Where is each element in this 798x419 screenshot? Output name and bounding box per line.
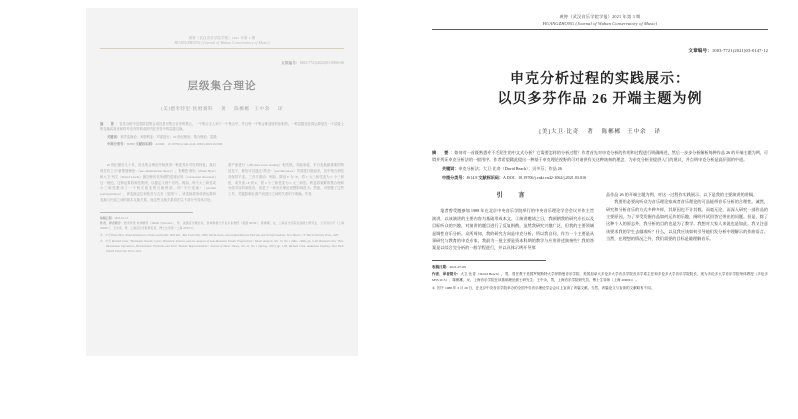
- author-bio-label: 作者、译者简介：: [100, 221, 124, 226]
- classification-right: [432, 174, 768, 181]
- classification-label: 中图分类号：: [107, 141, 127, 146]
- author-bio-text: 大卫·比奇（David Beach），男，曾任教于美国罗彻斯特大学伊斯曼音乐学院、美国加拿大多伦多大学音乐学院音乐学系主任和多伦多大学音乐学院院长，现为多伦多大学音乐学院荣休教授（多伦多 M5S 2C5）；陈郴郴，女，上海音乐学院在读基础理论硕士研究生；王中余，男，上海音乐学院研究员，博士生导师（上海 200031）。: [432, 272, 768, 283]
- body-column-2: [228, 163, 344, 203]
- doi-label: DOI：: [158, 141, 168, 146]
- keywords-label: 关键词：: [107, 134, 121, 139]
- footnote-item: [432, 285, 768, 291]
- document-page-right[interactable]: [414, 4, 786, 404]
- page-title-line-1: 申克分析过程的实践展示：: [510, 72, 690, 88]
- metadata-block-right: [432, 149, 768, 181]
- running-head-chinese: 黄钟（武汉音乐学院学报）2021 年第 3 期: [559, 14, 641, 19]
- keywords-label: 关键词：: [442, 165, 459, 171]
- body-paragraph: 滑产而进行（efficient voice leading）相关联。对能单道，平行变换最重要的特征在于，都恰可以通过“滑音”（parsimonious）声部进行联起来，其中相当和弦音保持不变。三音半滑动：例如，降低 E 为 ♭E，将 C 大三和弦变为 C 小三和弦，或升高 ♭E 到 E，将 C 小三和弦变为 C 大三和弦。利息将频繁的集合理和为弦对应的和弦音，但是了一场音乐理论视整影响很少。然而，可管搬了这些工作，关键影响在滑产而进行之间的关系的不明确。毕竟: [228, 163, 344, 196]
- keywords-left: [100, 135, 344, 140]
- received-date-value: 2022-01-13: [114, 215, 128, 220]
- article-number-label: 文章编号：: [281, 61, 300, 66]
- document-page-left[interactable]: [86, 8, 358, 356]
- footnote-marker: ①: [432, 286, 436, 291]
- received-date-right: [432, 264, 768, 270]
- author-name: [美]德米特里·狄姆赛科: [161, 106, 214, 111]
- document-code-value: A: [502, 174, 506, 180]
- running-head-rule: [100, 48, 344, 49]
- classification-label: 中图分类号：: [442, 174, 467, 180]
- received-date-value: 2021-07-09: [449, 264, 466, 269]
- footnote-text: 参见 Richard Cohn, "Maximally Smooth Cycles, Hexatonic Systems, and the Analysis of Late-Romantic Triadic Progressions", Music Analysis, Vol. 15, No. 1 (Mar., 1996), pp. 9-40; Richard Cohn, "Neo-Riemannian Operations, Parsimonious Trichords, and Their 'Tonnetz' Representations", Journal of Music Theory, Vol. 41, No. 1 (Spring, 1997), pp. 1-66; Richard Cohn, Audacious Euphony, New York: Oxford University Press, 2012.: [104, 239, 344, 254]
- metadata-block-left: [100, 122, 344, 147]
- classification-value: J6099: [126, 141, 135, 146]
- abstract-text: ：音乐分析中近零阶层集合成员是可集合音序的集合，一个集合走入到下一个集合中，并且每一个集合都适度的如相邻。一种层级变化的运算是在一个层级上的变换或高音和符号音音符构成的内在音符中的层级互换。: [100, 122, 345, 132]
- page-title-line-2: 以贝多芬作品 26 开端主题为例: [497, 92, 703, 108]
- footnote-item: [100, 233, 344, 238]
- document-code-label: 文献标识码：: [135, 141, 156, 146]
- running-head-english: HUANGZHONG (Journal of Wuhan Conservatory of Music): [174, 41, 270, 46]
- section-heading: 引 言: [496, 192, 530, 199]
- author-bio-right: [432, 271, 768, 284]
- body-column-1: [432, 191, 594, 252]
- byline-left: [100, 106, 344, 112]
- body-column-2: [606, 191, 768, 252]
- footnote-rule-right: [432, 260, 546, 261]
- body-columns-right: [432, 191, 768, 252]
- translator-names: 陈郴郴 王中余: [601, 128, 647, 135]
- abstract-label: 摘 要: [432, 149, 451, 155]
- received-date-label: 收稿日期：: [432, 264, 450, 269]
- article-number-label: 文章编号：: [688, 48, 712, 54]
- abstract-right: [432, 149, 768, 163]
- abstract-left: [100, 122, 344, 133]
- doi-value: 10.19706/j.cnki.cn42-1062/j.2021.03.016: [518, 174, 587, 180]
- classification-left: [100, 142, 344, 147]
- translator-names: 陈郴郴 王中余: [234, 106, 270, 111]
- received-date-label: 收稿日期：: [100, 215, 115, 220]
- article-number-value: 1003-7721(2022)01-0080-08: [299, 61, 344, 66]
- footnote-marker: ②: [100, 239, 103, 244]
- author-role: 著: [221, 106, 227, 111]
- document-code-value: A: [155, 141, 158, 146]
- author-bio-label: 作者、译者简介：: [432, 272, 461, 277]
- received-date-left: [100, 216, 344, 221]
- abstract-label: 摘 要: [100, 122, 116, 126]
- footnotes-right: [432, 264, 768, 292]
- article-number-right: [432, 48, 768, 54]
- document-code-label: 文献标识码：: [478, 174, 503, 180]
- footnote-text: 参见 Brian Hyer, Tonal Intuitions in Tristan und Isolde, PhD diss., Yale University, 1989; David Lewin, Generalized Musical Intervals and Transformations, New Haven, CT: Yale University Press, 1987.: [104, 232, 340, 237]
- body-paragraph: 品作品 26 的开端主题为例，对这一过程作实践展示。以下是我的主要演讲的讲稿。: [606, 191, 758, 197]
- translator-role: 译: [277, 106, 283, 111]
- keywords-text: 申克分析法；大卫·比奇（David Beach）；贝多芬；作品 26: [458, 165, 562, 171]
- author-bio-left: [100, 221, 344, 231]
- footnote-text: 因于 1988 年 3 月 26 日，在北京中央音乐学院举办的全国中央音乐理论学会会议上宣读了该篇文献。当然，该篇论文与宣读的文献略有不同。: [437, 286, 655, 291]
- doi-label: DOI：: [506, 174, 519, 180]
- byline-right: [432, 127, 768, 135]
- doi-value: 10.19706/j.cnki.cn42-1062/j.2022.02.000: [167, 141, 223, 146]
- body-columns-left: [100, 163, 344, 203]
- body-paragraph: 笔者曾受邀参加 1988 年在北京中央音乐学院举行的中央音乐理论学会会议并作主旨演讲，以该演讲的主要内容为基础形成本文。①演讲邀请之日，我顿朝我的研究专长以及目标听众的兴趣，对演讲的题目进行了反复斟酌。虽然我研究兴趣广泛，但我的主要领域是调性音乐分析。众所周知，我的研究方向是申克分析。所以我自问，作为一个主要是从事研究与教育的申克专家，我最为一批主要是资本科期的教学与应用讲述演奏些？我的答案是以综合完分析的一般学程进行，并以具体示例开导那: [432, 208, 594, 251]
- footnote-marker: ①: [100, 232, 103, 237]
- running-head-english: HUANGZHONG (Journal of Wuhan Conservatory of Music): [542, 21, 658, 27]
- abstract-text: ：如何对一首既熟悉亦不乏陌生的中文式分析？它需要怎样的分析过程？作者首先对申克分析的作用和过程进行明确阐述，然后一步步分析解析每种作品 26 的开端主题为例，可谓并列证申克分析法的一般用序。作者希望籍此提出一种基于申克理论视野的可对诸供有关这种演奏的理念，为申克分析业提供入门的建议，并点明申克分析是高层面的中道。: [432, 149, 769, 162]
- footnote-rule-left: [100, 212, 193, 213]
- article-number-left: [100, 61, 344, 66]
- author-bio-text: 德米特里·狄姆赛科（Dmitri Tymoczko），男，美国音乐理论家，普林斯顿大学音乐系教授（美国 08540）；陈郴郴，女，上海音乐学院在读硕士研究生，大学音乐学（上海 200031）；王中余，男，上海音乐学院研究员，博士生导师（上海 200031）。: [100, 221, 344, 231]
- running-head-chinese: 黄钟（武汉音乐学院学报）2022 年第 1 期: [188, 36, 256, 40]
- running-head-right: [432, 4, 768, 30]
- footnote-item: [100, 239, 344, 254]
- footnotes-left: [100, 216, 344, 255]
- page-title-right: [432, 70, 768, 111]
- translator-role: 译: [654, 128, 661, 135]
- article-number-value: 1003-7721(2021)03-0147-12: [711, 48, 768, 54]
- body-column-1: [100, 163, 216, 203]
- author-name: [美]大卫·比奇: [539, 128, 580, 135]
- keywords-right: [432, 165, 768, 172]
- running-head-left: [100, 8, 344, 49]
- running-head-rule: [432, 29, 768, 30]
- body-paragraph: 我要用必要向听众为音乐理论家或者音乐理论的可品能带音乐分析的合理性。诚然，研究和分析音乐的方式多种多样，其原因也不计其数。而毫无论，而深入研究一部作品的主要原因，为了享受发掘作品如何运作的乐趣，阐明并试回答它带出的问题。但是，除了这种个人的原志外，我分析的目的也是为了教学。我想对大家人来说也是如此。我又注意该要求我的学生去做或听？什么，以及我应该如何引导他们发分析中理解示的作曲语言。当然，在理想的情况之外，我们需要的目标是做理解音乐。: [606, 199, 768, 242]
- author-role: 著: [587, 128, 594, 135]
- keywords-text: 和声变换论；米格利亚；声部进行；20 世纪理论；集合理论；层级: [120, 134, 217, 139]
- classification-value: J614.8: [466, 174, 478, 180]
- page-title-left: 层级集合理论: [187, 81, 257, 93]
- body-paragraph: 20 世纪最后几十年，音乐集合理论开始获得一种更具针对性的特征。我们现在有之为“新黎曼理论”（neo-Riemannian theory）。布赖恩·海尔（Brian Hyer）和大卫·列文（David Lewin）最初使用其所谓的语境反转（contextual inversion）这一理论。这种运算将和弦集例，以便定义两个音符。例如，每个大三和弦或小三和弦都用了一个两式改变的互换例部，即“平行变换”（parallel transformation），该变换定位和弦音与五音（见图 ¹）。该变换将形成该运算和变换与比较之间的基本互换关系，而这些互换关系将在以下部分中具体讨论。: [100, 163, 216, 202]
